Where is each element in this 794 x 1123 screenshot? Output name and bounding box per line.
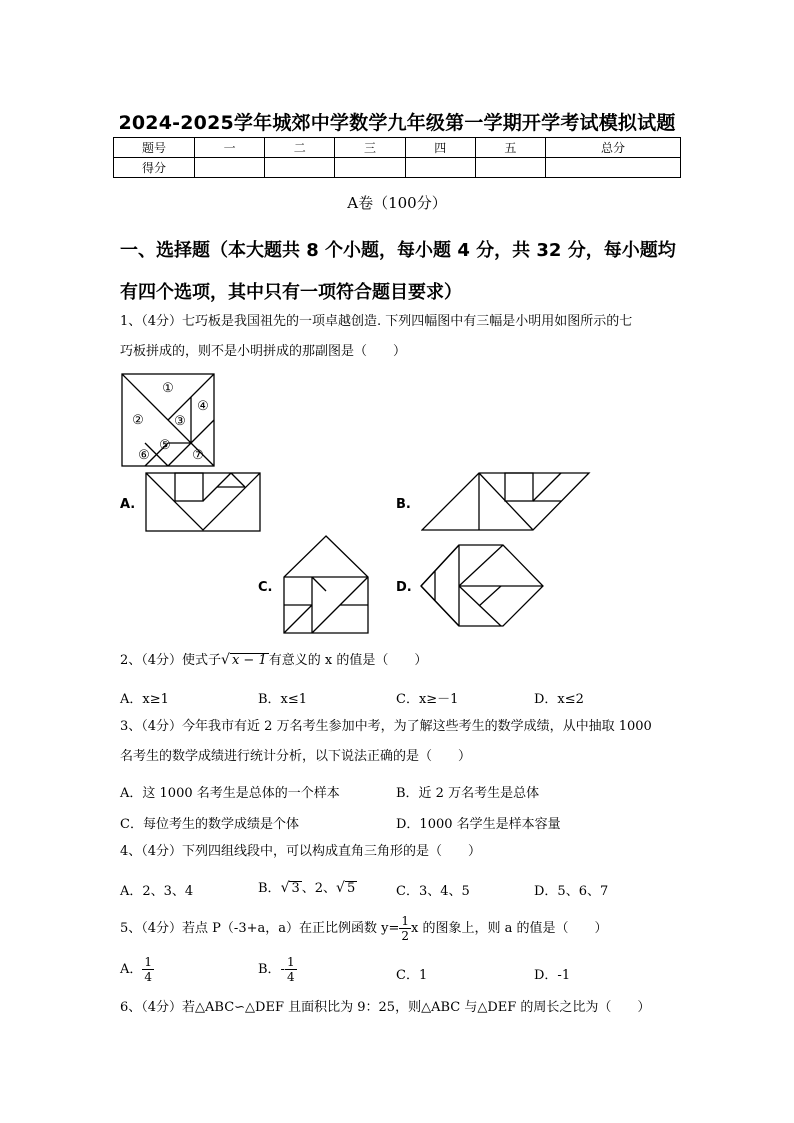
score-table-score-row <box>114 158 681 178</box>
table-cell: 总分 <box>546 138 681 158</box>
piece-label: ② <box>132 413 144 428</box>
question-3-line2: 名考生的数学成绩进行统计分析，以下说法正确的是（ ） <box>120 749 472 764</box>
question-5-fraction: $\frac{1}{2}$ <box>401 914 409 943</box>
option-a-label[interactable]: A. <box>120 497 136 512</box>
piece-label: ① <box>162 381 174 396</box>
question-4-option-b[interactable]: B．√ 3 、2、√ 5 <box>258 880 356 896</box>
page-title: 2024-2025学年城郊中学数学九年级第一学期开学考试模拟试题 <box>118 112 676 134</box>
question-4-option-c[interactable]: C．3、4、5 <box>396 884 470 899</box>
question-3-stem <box>120 712 690 772</box>
question-2-suffix: 有意义的 x 的值是（ ） <box>268 653 428 668</box>
score-cell[interactable] <box>405 158 475 178</box>
score-table-header-row <box>114 138 681 158</box>
question-2-option-a[interactable]: A．x≥1 <box>120 692 169 707</box>
option-c-figure[interactable] <box>282 535 370 635</box>
question-2-option-c[interactable]: C．x≥－1 <box>396 692 459 707</box>
question-1-line2: 巧板拼成的，则不是小明拼成的那副图是（ ） <box>120 344 407 359</box>
option-d-label[interactable]: D. <box>396 580 412 595</box>
score-cell[interactable] <box>195 158 265 178</box>
table-cell: 五 <box>475 138 545 158</box>
question-3-option-a[interactable]: A．这 1000 名考生是总体的一个样本 <box>120 786 340 801</box>
score-table <box>113 137 681 178</box>
option-a-figure[interactable] <box>145 472 261 532</box>
question-2-option-b[interactable]: B．x≤1 <box>258 692 308 707</box>
question-4-option-b-label: B． <box>258 881 281 896</box>
question-5-suffix: x 的图象上，则 a 的值是（ ） <box>411 921 608 936</box>
question-5-option-b[interactable]: B．- $\frac{1}{4}$ <box>258 955 295 984</box>
piece-label: ⑤ <box>159 438 171 453</box>
piece-label: ⑥ <box>138 448 150 463</box>
question-4-stem: 4、（4分）下列四组线段中，可以构成直角三角形的是（ ） <box>120 844 482 859</box>
question-4-option-d[interactable]: D．5、6、7 <box>534 884 609 899</box>
option-b-figure[interactable] <box>421 472 591 532</box>
option-c-label[interactable]: C. <box>258 580 273 595</box>
question-3-option-b[interactable]: B．近 2 万名考生是总体 <box>396 786 540 801</box>
question-3-option-d[interactable]: D．1000 名学生是样本容量 <box>396 817 561 832</box>
question-2-option-d[interactable]: D．x≤2 <box>534 692 584 707</box>
table-cell: 一 <box>195 138 265 158</box>
table-cell: 四 <box>405 138 475 158</box>
section-1-heading <box>120 230 690 314</box>
section-a-heading: A卷（100分） <box>347 194 447 212</box>
question-5-option-d[interactable]: D．-1 <box>534 968 571 983</box>
score-cell[interactable] <box>475 158 545 178</box>
tangram-figure <box>120 373 216 467</box>
question-5-prefix: 5、（4分）若点 P（-3+a，a）在正比例函数 y= <box>120 921 400 936</box>
piece-label: ③ <box>174 414 186 429</box>
question-3-line1: 3、（4分）今年我市有近 2 万名考生参加中考，为了解这些考生的数学成绩，从中抽取 1000 <box>120 719 652 734</box>
question-4-option-a[interactable]: A．2、3、4 <box>120 884 194 899</box>
piece-label: ⑦ <box>192 448 204 463</box>
table-cell: 二 <box>265 138 335 158</box>
question-4-radicand-2: 5 <box>346 881 356 896</box>
question-1-line1: 1、（4分）七巧板是我国祖先的一项卓越创造. 下列四幅图中有三幅是小明用如图所示的七 <box>120 314 633 329</box>
question-4-option-b-sep: 、2、 <box>301 881 337 896</box>
question-2-prefix: 2、（4分）使式子 <box>120 653 222 668</box>
table-cell: 题号 <box>114 138 195 158</box>
score-cell[interactable] <box>265 158 335 178</box>
question-3-option-c[interactable]: C．每位考生的数学成绩是个体 <box>120 817 299 832</box>
option-b-label[interactable]: B. <box>396 497 411 512</box>
question-5-option-a[interactable]: A． $\frac{1}{4}$ <box>120 955 153 984</box>
score-cell[interactable] <box>335 158 405 178</box>
question-6-stem: 6、（4分）若△ABC∽△DEF 且面积比为 9：25，则△ABC 与△DEF 的周长之比为（ ） <box>120 1000 651 1015</box>
question-5-option-c[interactable]: C．1 <box>396 968 428 983</box>
piece-label: ④ <box>197 399 209 414</box>
option-d-figure[interactable] <box>419 544 545 628</box>
section-1-line2: 有四个选项，其中只有一项符合题目要求） <box>120 282 462 303</box>
question-5-stem <box>120 914 690 944</box>
question-1-stem <box>120 307 690 367</box>
question-2-radicand: x − 1 <box>231 653 267 668</box>
table-cell: 三 <box>335 138 405 158</box>
section-1-line1: 一、选择题（本大题共 8 个小题，每小题 4 分，共 32 分，每小题均 <box>120 240 676 261</box>
question-4-radicand-1: 3 <box>291 881 300 896</box>
table-cell: 得分 <box>114 158 195 178</box>
score-cell[interactable] <box>546 158 681 178</box>
question-2-stem: 2、（4分）使式子√ x − 1 有意义的 x 的值是（ ） <box>120 652 428 668</box>
